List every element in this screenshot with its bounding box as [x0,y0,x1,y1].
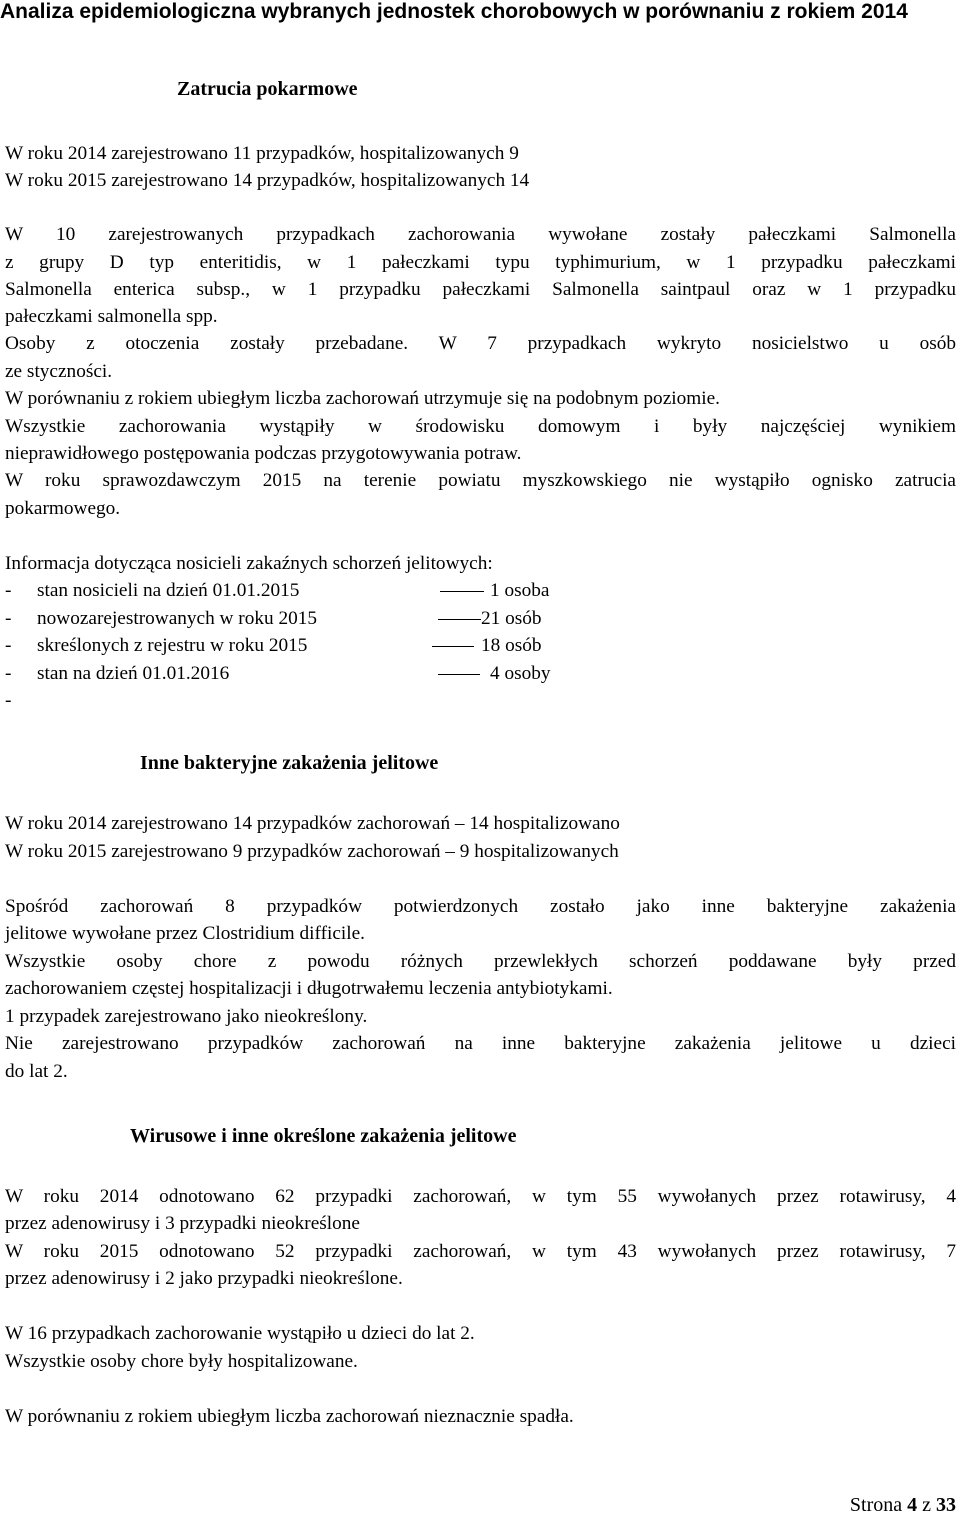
page-label: Strona [849,1494,903,1516]
stat-line: W roku 2014 zarejestrowano 14 przypadków zachorowań – 14 hospitalizowano [5,813,620,834]
dash-connector [440,591,484,592]
paragraph-line: nieprawidłowego postępowania podczas przygotowywania potraw. [5,443,522,464]
carriers-intro: Informacja dotycząca nosicieli zakaźnych schorzeń jelitowych: [5,553,493,574]
section-heading-food-poisoning: Zatrucia pokarmowe [177,78,358,100]
paragraph-line: Spośród zachorowań 8 przypadków potwierdzonych zostało jako inne bakteryjne zakażenia [5,896,956,917]
stat-line: W roku 2014 zarejestrowano 11 przypadków, hospitalizowanych 9 [5,143,519,164]
page-number-footer [850,1494,956,1517]
carrier-value: 21 osób [481,608,542,629]
list-dash: - [5,580,12,601]
paragraph-line: Wszystkie osoby chore były hospitalizowane. [5,1351,358,1372]
paragraph-line: 1 przypadek zarejestrowano jako nieokreślony. [5,1006,368,1027]
carrier-label: stan na dzień 01.01.2016 [37,663,230,684]
paragraph-line: Wszystkie osoby chore z powodu różnych przewlekłych schorzeń poddawane były przed [5,951,956,972]
paragraph-line: Salmonella enterica subsp., w 1 przypadku pałeczkami Salmonella saintpaul oraz w 1 przypadku [5,279,956,300]
paragraph-line: do lat 2. [5,1061,68,1082]
paragraph-line: Osoby z otoczenia zostały przebadane. W 7 przypadkach wykryto nosicielstwo u osób [5,333,956,354]
paragraph-line: W 10 zarejestrowanych przypadkach zachorowania wywołane zostały pałeczkami Salmonella [5,224,956,245]
paragraph-line: pałeczkami salmonella spp. [5,306,218,327]
list-dash: - [5,663,12,684]
paragraph-line: przez adenowirusy i 2 jako przypadki nieokreślone. [5,1268,403,1289]
paragraph-line: W roku 2014 odnotowano 62 przypadki zachorowań, w tym 55 wywołanych przez rotawirusy, 4 [5,1186,956,1207]
paragraph-line: W 16 przypadkach zachorowanie wystąpiło u dzieci do lat 2. [5,1323,475,1344]
carrier-value: 1 osoba [490,580,550,601]
carrier-label: stan nosicieli na dzień 01.01.2015 [37,580,300,601]
paragraph-line: W roku 2015 odnotowano 52 przypadki zachorowań, w tym 43 wywołanych przez rotawirusy, 7 [5,1241,956,1262]
stat-line: W roku 2015 zarejestrowano 9 przypadków zachorowań – 9 hospitalizowanych [5,841,619,862]
paragraph-line: przez adenowirusy i 3 przypadki nieokreślone [5,1213,360,1234]
paragraph-line: Nie zarejestrowano przypadków zachorowań na inne bakteryjne zakażenia jelitowe u dzieci [5,1033,956,1054]
paragraph-line: jelitowe wywołane przez Clostridium difficile. [5,923,365,944]
carrier-value: 4 osoby [490,663,551,684]
dash-connector [438,674,480,675]
paragraph-line: ze styczności. [5,361,113,382]
paragraph-line: pokarmowego. [5,498,121,519]
list-dash: - [5,690,12,711]
carrier-label: skreślonych z rejestru w roku 2015 [37,635,308,656]
section-heading-bacterial-infections: Inne bakteryjne zakażenia jelitowe [140,752,439,774]
paragraph-line: z grupy D typ enteritidis, w 1 pałeczkami typu typhimurium, w 1 przypadku pałeczkami [5,252,956,273]
list-dash: - [5,635,12,656]
list-dash: - [5,608,12,629]
paragraph-line: W porównaniu z rokiem ubiegłym liczba zachorowań utrzymuje się na podobnym poziomie. [5,388,720,409]
dash-connector [432,646,474,647]
current-page-number: 4 [907,1494,918,1516]
carrier-label: nowozarejestrowanych w roku 2015 [37,608,318,629]
paragraph-line: zachorowaniem częstej hospitalizacji i długotrwałemu leczenia antybiotykami. [5,978,613,999]
paragraph-line: W roku sprawozdawczym 2015 na terenie powiatu myszkowskiego nie wystąpiło ognisko zatrucia [5,470,956,491]
paragraph-line: Wszystkie zachorowania wystąpiły w środowisku domowym i były najczęściej wynikiem [5,416,956,437]
page-separator: z [922,1494,931,1516]
document-header-title: Analiza epidemiologiczna wybranych jednostek chorobowych w porównaniu z rokiem 2014 [0,0,908,23]
dash-connector [438,619,481,620]
total-pages-number: 33 [936,1494,956,1516]
carrier-value: 18 osób [481,635,542,656]
paragraph-line: W porównaniu z rokiem ubiegłym liczba zachorowań nieznacznie spadła. [5,1406,574,1427]
section-heading-viral-infections: Wirusowe i inne określone zakażenia jelitowe [130,1125,517,1147]
stat-line: W roku 2015 zarejestrowano 14 przypadków, hospitalizowanych 14 [5,170,530,191]
